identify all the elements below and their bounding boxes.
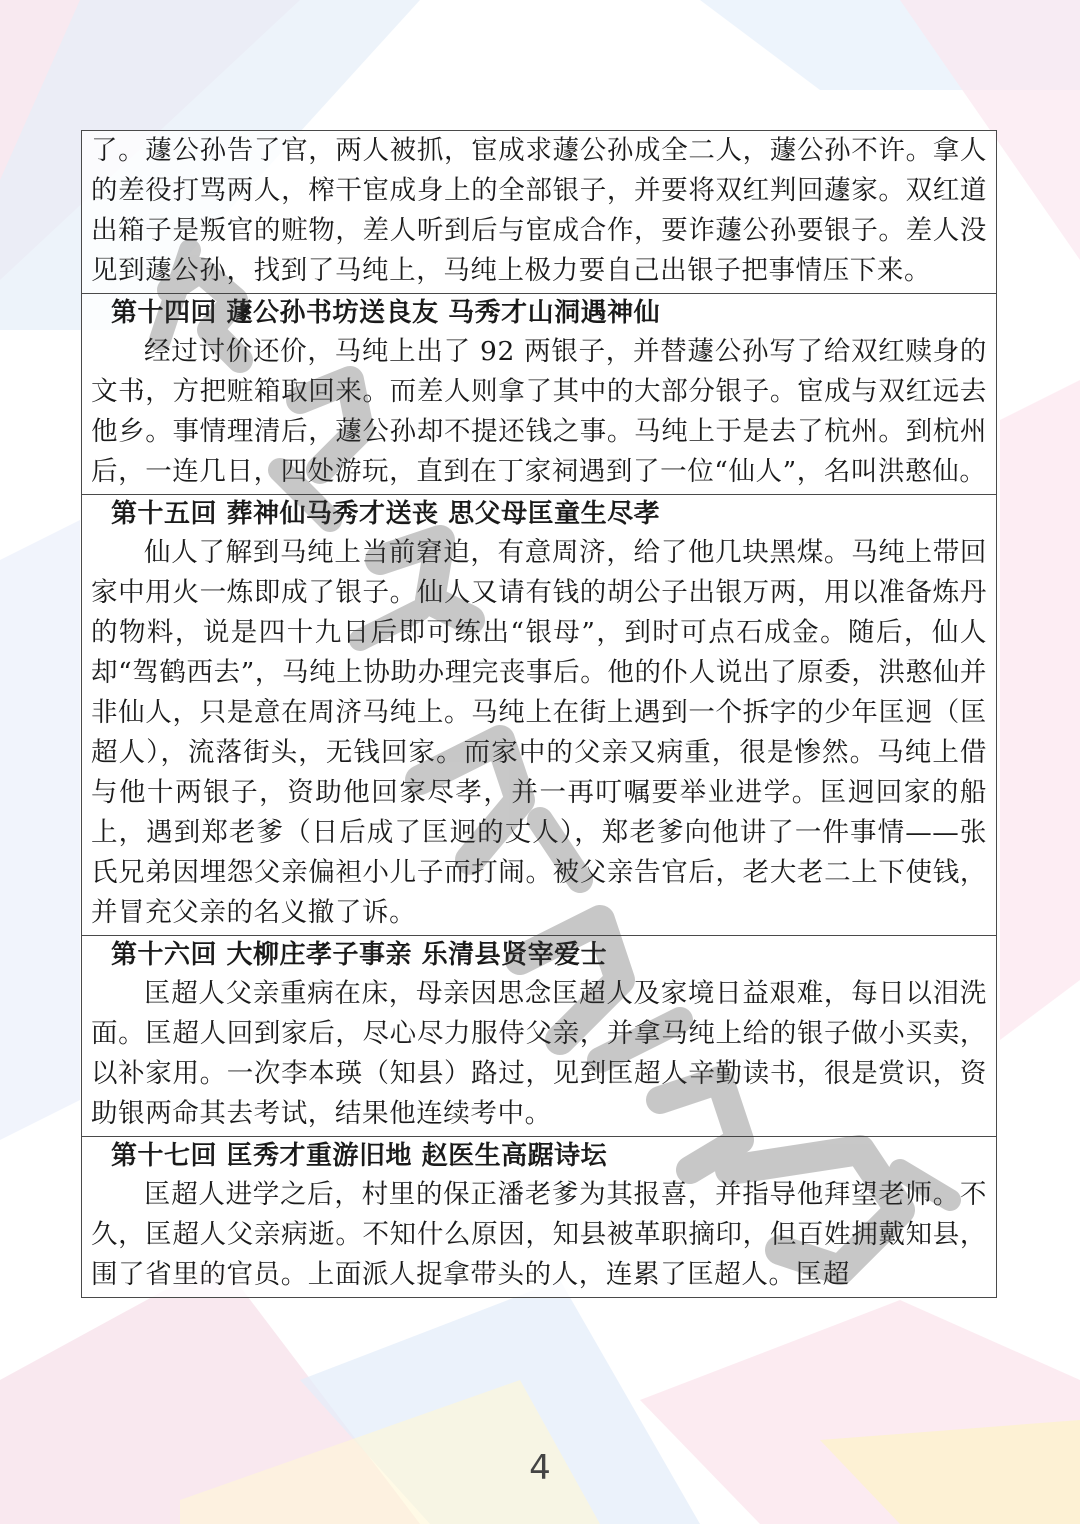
table-row (82, 495, 997, 936)
chapter-title: 第十六回 大柳庄孝子事亲 乐清县贤宰爱士 (111, 940, 608, 970)
chapter-body: 仙人了解到马纯上当前窘迫，有意周济，给了他几块黑煤。马纯上带回家中用火一炼即成了银子。仙人又请有钱的胡公子出银万两，用以准备炼丹的物料，说是四十九日后即可练出“银母”，到时可点石成金。随后，仙人却“驾鹤西去”，马纯上协助办理完丧事后。他的仆人说出了原委，洪憨仙并非仙人，只是意在周济马纯上。马纯上在街上遇到一个拆字的少年匡迥（匡超人），流落街头，无钱回家。而家中的父亲又病重，很是惨然。马纯上借与他十两银子，资助他回家尽孝，并一再叮嘱要举业进学。匡迥回家的船上，遇到郑老爹（日后成了匡迥的丈人），郑老爹向他讲了一件事情——张氏兄弟因埋怨父亲偏袒小儿子而打闹。被父亲告官后，老大老二上下使钱，并冒充父亲的名义撤了诉。 (91, 537, 987, 928)
chapter-body: 了。蘧公孙告了官，两人被抓，宦成求蘧公孙成全二人，蘧公孙不许。拿人的差役打骂两人，榨干宦成身上的全部银子，并要将双红判回蘧家。双红道出箱子是叛官的赃物，差人听到后与宦成合作，要诈蘧公孙要银子。差人没见到蘧公孙，找到了马纯上，马纯上极力要自己出银子把事情压下来。 (91, 135, 987, 286)
table-row (82, 294, 997, 495)
table-cell (82, 936, 997, 1137)
page-number: 4 (529, 1448, 551, 1488)
chapter-body: 匡超人进学之后，村里的保正潘老爹为其报喜，并指导他拜望老师。不久，匡超人父亲病逝。不知什么原因，知县被革职摘印，但百姓拥戴知县，围了省里的官员。上面派人捉拿带头的人，连累了匡超人。匡超 (91, 1179, 987, 1290)
chapter-title: 第十五回 葬神仙马秀才送丧 思父母匡童生尽孝 (111, 499, 661, 529)
table-cell (82, 131, 997, 294)
table-cell (82, 294, 997, 495)
chapter-body: 匡超人父亲重病在床，母亲因思念匡超人及家境日益艰难，每日以泪洗面。匡超人回到家后，尽心尽力服侍父亲，并拿马纯上给的银子做小买卖，以补家用。一次李本瑛（知县）路过，见到匡超人辛勤读书，很是赏识，资助银两命其去考试，结果他连续考中。 (91, 978, 987, 1129)
chapter-title: 第十七回 匡秀才重游旧地 赵医生高踞诗坛 (111, 1141, 608, 1171)
table-cell (82, 1137, 997, 1298)
table-cell (82, 495, 997, 936)
table-row (82, 936, 997, 1137)
chapter-body: 经过讨价还价，马纯上出了 92 两银子，并替蘧公孙写了给双红赎身的文书，方把赃箱取回来。而差人则拿了其中的大部分银子。宦成与双红远去他乡。事情理清后，蘧公孙却不提还钱之事。马纯上于是去了杭州。到杭州后，一连几日，四处游玩，直到在丁家祠遇到了一位“仙人”，名叫洪憨仙。 (91, 336, 987, 487)
table-row (82, 1137, 997, 1298)
chapter-summary-table (81, 130, 997, 1298)
chapter-title: 第十四回 蘧公孙书坊送良友 马秀才山洞遇神仙 (111, 298, 661, 328)
table-row (82, 131, 997, 294)
